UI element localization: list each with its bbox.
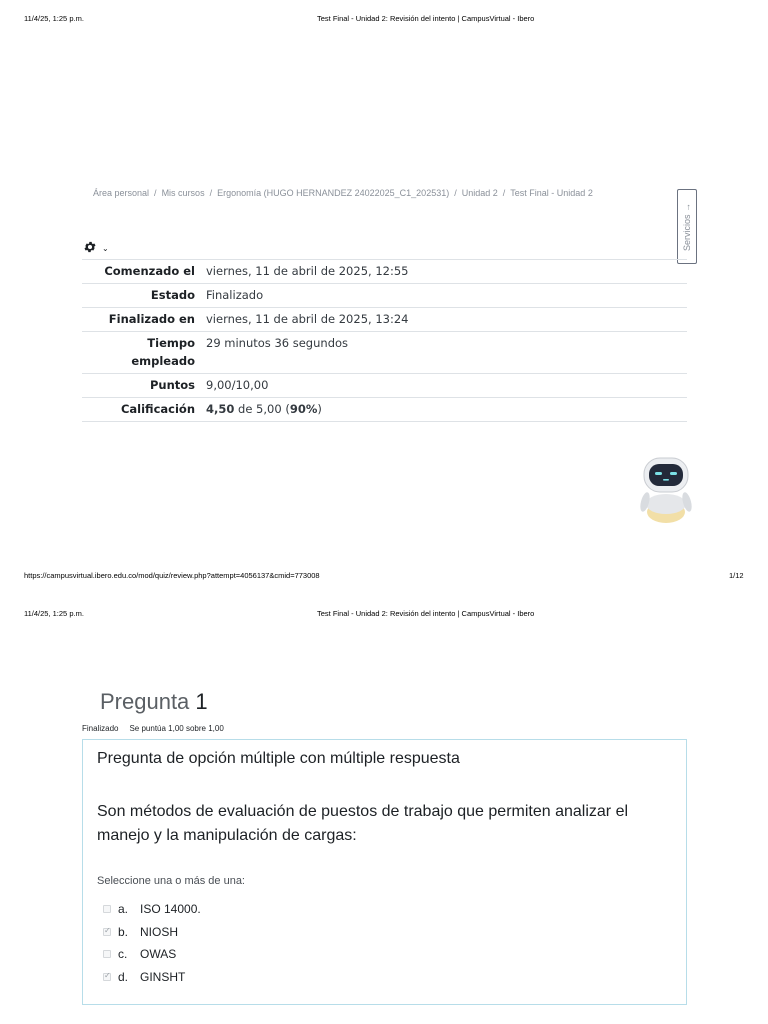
print-page-title: Test Final - Unidad 2: Revisión del intento | CampusVirtual - Ibero: [317, 609, 535, 618]
breadcrumb-item-area-personal[interactable]: Área personal: [93, 188, 150, 198]
question-title-word: Pregunta: [100, 689, 190, 714]
answer-option-c[interactable]: [103, 947, 176, 961]
print-datetime: 11/4/25, 1:25 p.m.: [24, 609, 84, 618]
summary-label: Comenzado el: [104, 264, 195, 278]
grade-of: de 5,00 (: [234, 402, 290, 416]
question-grade: Se puntúa 1,00 sobre 1,00: [129, 724, 224, 733]
summary-value: Finalizado: [206, 288, 264, 302]
question-text: Son métodos de evaluación de puestos de trabajo que permiten analizar el manejo y la manipulación de cargas:: [97, 803, 629, 844]
grade-close: ): [317, 402, 322, 416]
summary-value: 9,00/10,00: [206, 378, 269, 392]
option-label: ISO 14000.: [140, 902, 201, 916]
answer-option-d[interactable]: [103, 970, 185, 984]
question-content-box: [82, 739, 687, 1005]
summary-row-time-taken: [82, 332, 687, 374]
answer-checkbox[interactable]: [103, 928, 111, 936]
arrow-right-icon: →: [682, 202, 692, 212]
answer-option-b[interactable]: [103, 925, 178, 939]
summary-label: Tiempo empleado: [131, 336, 195, 368]
option-letter: b.: [118, 925, 129, 939]
option-label: OWAS: [140, 947, 177, 961]
option-letter: c.: [118, 947, 128, 961]
summary-row-started: [82, 260, 687, 284]
servicios-tab[interactable]: [677, 189, 697, 264]
gear-icon[interactable]: [83, 240, 97, 257]
breadcrumb-item-mis-cursos[interactable]: Mis cursos: [161, 188, 205, 198]
chevron-down-icon[interactable]: ⌄: [102, 244, 109, 253]
grade-score: 4,50: [206, 402, 235, 416]
print-page-number: 1/12: [729, 571, 744, 580]
breadcrumb: [93, 188, 593, 198]
answer-option-a[interactable]: [103, 902, 201, 916]
question-title: [100, 689, 208, 715]
breadcrumb-item-course[interactable]: Ergonomía (HUGO HERNANDEZ 24022025_C1_202531): [217, 188, 450, 198]
summary-value: viernes, 11 de abril de 2025, 13:24: [206, 312, 409, 326]
summary-row-finished: [82, 308, 687, 332]
chatbot-robot-icon[interactable]: [632, 454, 700, 526]
breadcrumb-separator: /: [454, 188, 457, 198]
answer-checkbox[interactable]: [103, 950, 111, 958]
question-prompt: Seleccione una o más de una:: [97, 875, 245, 887]
option-letter: a.: [118, 902, 129, 916]
print-url: https://campusvirtual.ibero.edu.co/mod/quiz/review.php?attempt=4056137&cmid=773008: [24, 571, 320, 580]
option-letter: d.: [118, 970, 129, 984]
question-state: Finalizado: [82, 724, 119, 733]
breadcrumb-separator: /: [154, 188, 157, 198]
summary-value: 29 minutos 36 segundos: [206, 336, 349, 350]
question-type: Pregunta de opción múltiple con múltiple respuesta: [97, 750, 460, 767]
summary-label: Estado: [150, 288, 195, 302]
servicios-tab-label: Servicios: [682, 214, 692, 251]
summary-row-grade: [82, 398, 687, 422]
attempt-summary-table: [82, 259, 687, 422]
print-page-title: Test Final - Unidad 2: Revisión del intento | CampusVirtual - Ibero: [317, 14, 535, 23]
grade-percent: 90%: [289, 402, 318, 416]
print-datetime: 11/4/25, 1:25 p.m.: [24, 14, 84, 23]
summary-row-points: [82, 374, 687, 398]
summary-value: viernes, 11 de abril de 2025, 12:55: [206, 264, 409, 278]
answer-checkbox[interactable]: [103, 973, 111, 981]
breadcrumb-separator: /: [209, 188, 213, 198]
breadcrumb-item-test[interactable]: Test Final - Unidad 2: [510, 188, 593, 198]
servicios-tab-text: [682, 202, 692, 250]
summary-label: Calificación: [120, 402, 195, 416]
option-label: GINSHT: [140, 970, 186, 984]
question-number: 1: [195, 689, 208, 714]
breadcrumb-separator: /: [502, 188, 506, 198]
question-info: [82, 724, 224, 733]
summary-label: Puntos: [149, 378, 195, 392]
summary-label: Finalizado en: [108, 312, 195, 326]
option-label: NIOSH: [140, 925, 179, 939]
summary-value: [201, 398, 687, 422]
breadcrumb-item-unidad[interactable]: Unidad 2: [461, 188, 498, 198]
answer-checkbox[interactable]: [103, 905, 111, 913]
summary-row-state: [82, 284, 687, 308]
